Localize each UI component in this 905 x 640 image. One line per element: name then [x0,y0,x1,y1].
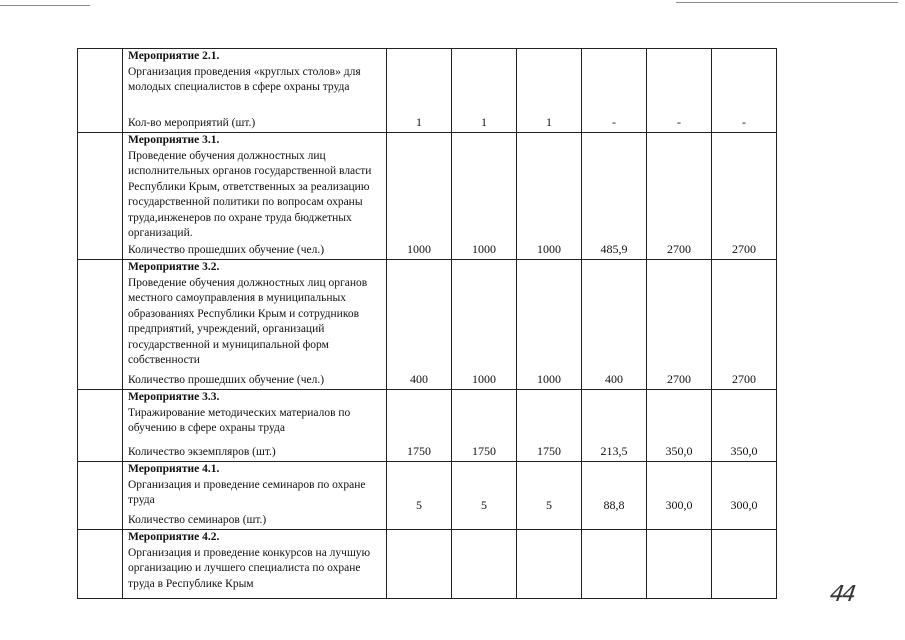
value-cell [582,530,647,599]
value-cell [712,49,777,133]
value-cell [647,133,712,260]
value-cell [582,462,647,530]
activity-description-cell [123,133,387,260]
activity-body: Организация и проведение конкурсов на лучшую организацию и лучшего специалиста по охране труда в Республике Крым [128,546,371,590]
activity-measure: Количество семинаров (шт.) [128,513,267,526]
table-row [78,49,777,133]
value-cell [387,133,452,260]
value-text: 1000 [472,372,496,386]
row-index-cell [78,133,123,260]
value-text: 1750 [407,444,431,458]
value-cell [387,390,452,462]
row-index-cell [78,530,123,599]
value-text: 1 [416,115,422,129]
value-text: - [677,115,681,129]
value-cell [712,462,777,530]
value-text: 1750 [472,444,496,458]
value-cell [387,530,452,599]
value-cell [387,462,452,530]
value-cell [647,260,712,390]
value-cell [582,260,647,390]
table-row [78,133,777,260]
value-text: 1000 [407,242,431,256]
value-text [712,596,776,598]
activity-body: Тиражирование методических материалов по обучению в сфере охраны труда [128,406,351,434]
row-index-cell [78,462,123,530]
value-text [387,596,451,598]
value-text: 485,9 [600,242,628,256]
activity-description-cell [123,390,387,462]
activity-measure: Количество экземпляров (шт.) [128,445,276,458]
value-cell [582,133,647,260]
value-cell [647,390,712,462]
value-text: 1000 [537,372,561,386]
value-text: 2700 [667,242,691,256]
value-cell [712,260,777,390]
value-cell [712,133,777,260]
value-cell [582,49,647,133]
value-cell [517,133,582,260]
activity-body: Проведение обучения должностных лиц исполнительных органов государственной власти Республики Крым, ответственных за реализацию государственной политики по вопросам охраны труда,инженеров по охране труда бюджетных организаций. [128,149,372,239]
value-cell [517,462,582,530]
scan-edge-line-right [676,2,898,3]
activity-description-cell [123,49,387,133]
value-cell [452,49,517,133]
value-cell [387,260,452,390]
value-cell [452,133,517,260]
activity-title: Мероприятие 3.2. [128,261,220,273]
value-cell [452,462,517,530]
value-text [452,596,516,598]
table-row [78,390,777,462]
value-cell [517,49,582,133]
value-text: 300,0 [665,498,693,512]
value-text: 1 [481,115,487,129]
activity-measure: Количество прошедших обучение (чел.) [128,243,325,256]
value-text: 1000 [537,242,561,256]
value-cell [452,390,517,462]
value-cell [647,49,712,133]
value-text: 1 [546,115,552,129]
value-text: 400 [410,372,428,386]
value-text: 5 [546,498,552,512]
value-cell [647,530,712,599]
row-index-cell [78,390,123,462]
value-cell [452,260,517,390]
value-text: 2700 [732,242,756,256]
value-text: 213,5 [600,444,628,458]
activity-measure: Количество прошедших обучение (чел.) [128,373,325,386]
value-text: 350,0 [665,444,693,458]
value-text: 350,0 [730,444,758,458]
value-cell [387,49,452,133]
activity-description-cell [123,530,387,599]
handwritten-page-number: 44 [828,582,856,607]
activity-title: Мероприятие 2.1. [128,50,220,62]
activity-title: Мероприятие 3.1. [128,134,220,146]
value-text [517,596,581,598]
value-text: 5 [416,498,422,512]
value-cell [582,390,647,462]
value-text [647,596,711,598]
value-cell [712,390,777,462]
value-text: 88,8 [603,498,625,512]
activity-title: Мероприятие 4.2. [128,531,220,543]
value-text: 400 [605,372,623,386]
value-cell [647,462,712,530]
value-text: 1750 [537,444,561,458]
activity-description-cell [123,462,387,530]
value-text: 2700 [732,372,756,386]
value-text: - [742,115,746,129]
row-index-cell [78,49,123,133]
activity-title: Мероприятие 4.1. [128,463,220,475]
table-row [78,462,777,530]
value-cell [452,530,517,599]
activity-body: Организация и проведение семинаров по охране труда [128,478,366,506]
value-text: 5 [481,498,487,512]
value-cell [517,530,582,599]
value-cell [712,530,777,599]
activities-table [77,48,777,599]
value-text [582,596,646,598]
activity-measure: Кол-во мероприятий (шт.) [128,116,256,129]
table-row [78,260,777,390]
table-row [78,530,777,599]
value-text: 300,0 [730,498,758,512]
value-cell [517,260,582,390]
activity-description-cell [123,260,387,390]
value-text: 1000 [472,242,496,256]
activity-body: Организация проведения «круглых столов» для молодых специалистов в сфере охраны труда [128,65,361,93]
activity-body: Проведение обучения должностных лиц органов местного самоуправления в муниципальных образованиях Республики Крым и сотрудников предприятий, учреждений, организаций государственной и муниципальной форм собственности [128,276,368,366]
row-index-cell [78,260,123,390]
value-text: 2700 [667,372,691,386]
value-text: - [612,115,616,129]
value-cell [517,390,582,462]
scan-edge-line-left [0,5,90,6]
activity-title: Мероприятие 3.3. [128,391,220,403]
